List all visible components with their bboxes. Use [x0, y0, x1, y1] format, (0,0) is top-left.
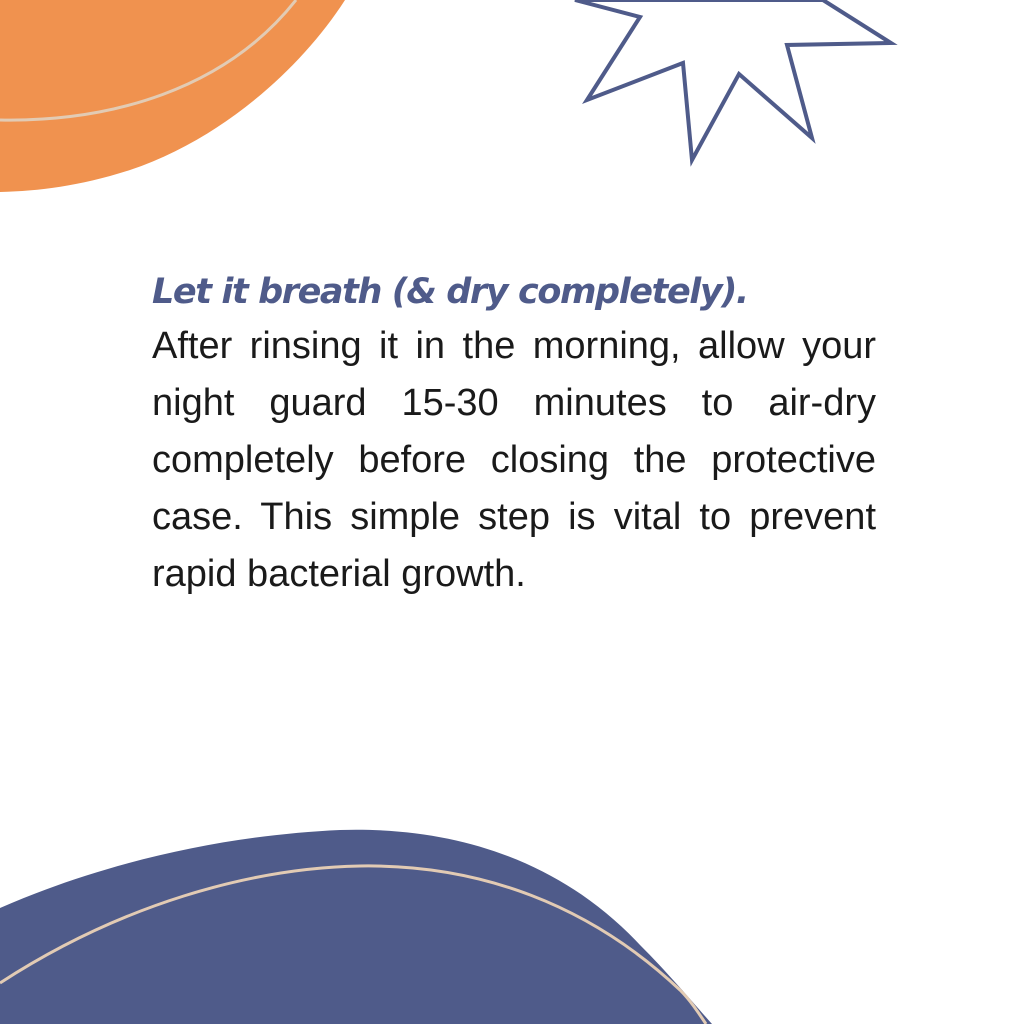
headline: Let it breath (& dry completely).: [152, 272, 748, 312]
body-paragraph: After rinsing it in the morning, allow your night guard 15-30 minutes to air-dry completely before closing the protective case. This simple step is vital to prevent rapid bacterial growth.: [152, 325, 876, 595]
starburst-icon: [575, 0, 891, 160]
orange-blob-shape: [0, 0, 345, 192]
navy-wave-shape: [0, 830, 712, 1024]
text-content: [152, 266, 876, 603]
